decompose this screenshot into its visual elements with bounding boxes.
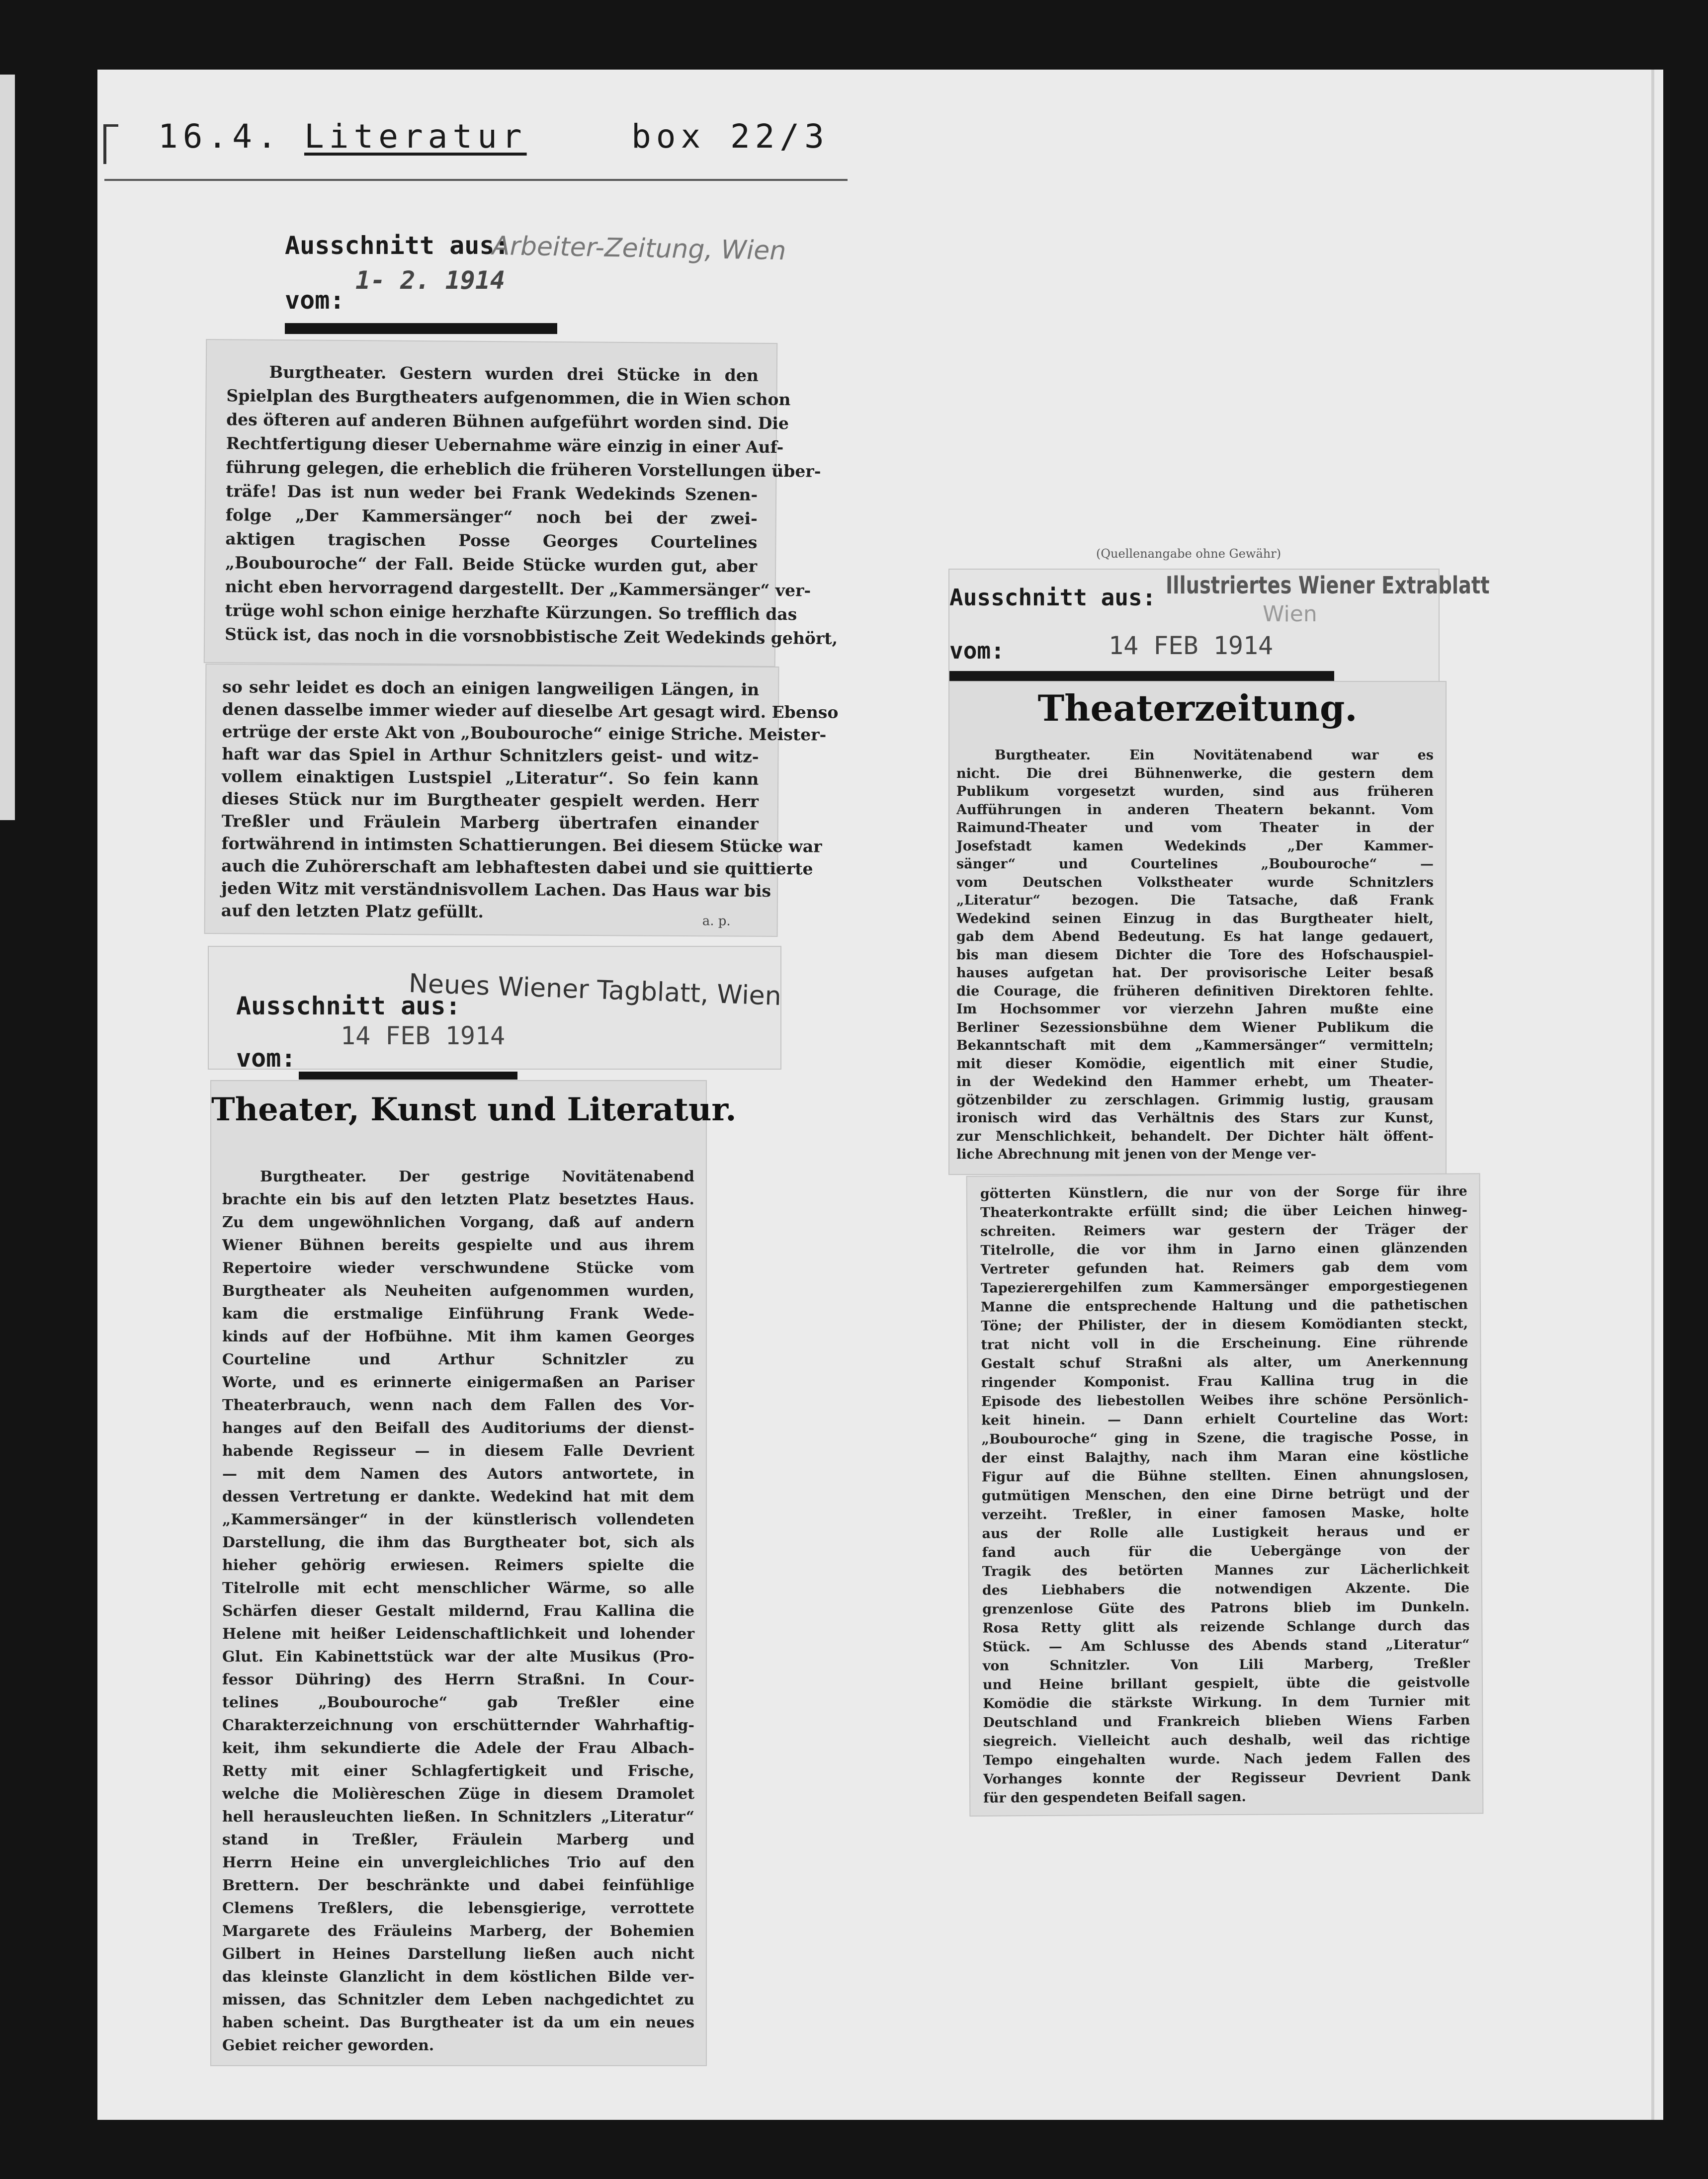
text-line: des Liebhabers die notwendigen Akzente. Die <box>982 1580 1470 1598</box>
clipping-part-2 <box>205 665 839 936</box>
text-line: „Boubouroche“ ging in Szene, die tragische Posse, in <box>981 1429 1469 1447</box>
text-line: telines „Boubouroche“ gab Treßler eine <box>222 1694 694 1711</box>
text-line: Gestalt schuf Straßni als alter, um Anerkennung <box>981 1353 1468 1372</box>
text-line: Rosa Retty glitt als reizende Schlange durch das <box>982 1618 1470 1636</box>
header-bracket <box>103 124 106 164</box>
text-line: der einst Balajthy, nach ihm Maran eine köstliche <box>981 1448 1469 1466</box>
text-line: Titelrolle, die vor ihm in Jarno einen glänzenden <box>980 1240 1468 1258</box>
text-line: Burgtheater. Ein Novitätenabend war es <box>994 748 1434 763</box>
article-text <box>980 1182 1471 1808</box>
text-line: Titelrolle mit echt menschlicher Wärme, so alle <box>222 1580 694 1597</box>
text-line: Herrn Heine ein unvergleichliches Trio auf den <box>222 1854 694 1871</box>
date-stamp: 14 FEB 1914 <box>1109 631 1274 660</box>
text-line: Gebiet reicher geworden. <box>222 2037 434 2054</box>
text-line: Worte, und es erinnerte einigermaßen an Pariser <box>222 1374 694 1391</box>
text-line: aus der Rolle alle Lustigkeit heraus und er <box>982 1523 1469 1542</box>
text-line: „Kammersänger“ in der künstlerisch vollendeten <box>222 1511 694 1528</box>
text-line: Theaterkontrakte erfüllt sind; die über Leichen hinweg- <box>980 1202 1468 1221</box>
text-line: das kleinste Glanzlicht in dem köstlichen Bilde ver- <box>222 1968 694 1986</box>
text-line: brachte ein bis auf den letzten Platz besetztes Haus. <box>222 1191 694 1208</box>
text-line: Tempo eingehalten wurde. Nach jedem Fallen des <box>983 1750 1470 1768</box>
date-handwritten: 1- 2. 1914 <box>355 266 506 295</box>
text-line: führung gelegen, die erheblich die früheren Vorstellungen über- <box>226 457 821 481</box>
header-bracket <box>103 124 118 127</box>
clipping-part-1 <box>205 340 838 666</box>
text-line: Burgtheater als Neuheiten aufgenommen wurden, <box>222 1282 694 1300</box>
text-line: denen dasselbe immer wieder auf dieselbe Art gesagt wird. Ebenso <box>222 699 839 722</box>
text-line: Glut. Ein Kabinettstück war der alte Musikus (Pro- <box>222 1648 694 1666</box>
text-line: Margarete des Fräuleins Marberg, der Bohemien <box>222 1923 694 1940</box>
text-line: ertrüge der erste Akt von „Boubouroche“ einige Striche. Meister- <box>222 722 827 745</box>
text-line: verzeiht. Treßler, in einer famosen Maske, holte <box>982 1505 1469 1523</box>
text-line: vom Deutschen Volkstheater wurde Schnitzlers <box>956 874 1434 890</box>
article-text <box>225 360 838 650</box>
text-line: Darstellung, die ihm das Burgtheater bot, sich als <box>222 1534 694 1551</box>
source-disclaimer: (Quellenangabe ohne Gewähr) <box>1096 547 1281 561</box>
section-title: Literatur <box>304 117 527 156</box>
text-line: Deutschland und Frankreich blieben Wiens Farben <box>983 1712 1470 1731</box>
text-line: sänger“ und Courtelines „Boubouroche“ — <box>956 856 1434 872</box>
text-line: Spielplan des Burgtheaters aufgenommen, die in Wien schon <box>226 386 791 410</box>
text-line: folge „Der Kammersänger“ noch bei der zwei- <box>225 505 758 528</box>
article-text <box>222 1166 694 2057</box>
text-line: gutmütigen Menschen, den eine Dirne betrügt und der <box>981 1486 1469 1504</box>
text-line: schreiten. Reimers war gestern der Träger der <box>980 1221 1468 1240</box>
text-line: Wiener Bühnen bereits gespielte und aus ihrem <box>222 1237 694 1254</box>
text-line: Burgtheater. Der gestrige Novitätenabend <box>260 1168 694 1185</box>
label-bar <box>285 323 557 334</box>
text-line: Schärfen dieser Gestalt mildernd, Frau Kallina die <box>222 1602 694 1620</box>
text-line: Clemens Treßlers, die lebensgierige, verrottete <box>222 1900 694 1917</box>
text-line: grenzenlose Güte des Patrons blieb im Dunkeln. <box>982 1599 1470 1617</box>
text-line: Brettern. Der beschränkte und dabei feinfühlige <box>222 1877 694 1894</box>
text-line: auch die Zuhörerschaft am lebhaftesten dabei und sie quittierte <box>221 856 813 879</box>
text-line: aktigen tragischen Posse Georges Courtelines <box>225 529 758 552</box>
text-line: von Schnitzler. Von Lili Marberg, Treßler <box>982 1656 1470 1674</box>
box-number: box 22/3 <box>631 117 829 156</box>
text-line: Stück. — Am Schlusse des Abends stand „Literatur“ <box>982 1637 1470 1655</box>
date-label: vom: <box>949 637 1005 664</box>
text-line: hieher gehörig erwiesen. Reimers spielte die <box>222 1557 694 1574</box>
text-line: haft war das Spiel in Arthur Schnitzlers geist- und witz- <box>222 744 759 766</box>
text-line: dessen Vertretung er dankte. Wedekind hat mit dem <box>222 1488 694 1506</box>
text-line: dieses Stück nur im Burgtheater gespielt werden. Herr <box>221 789 759 811</box>
text-line: Figur auf die Bühne stellten. Einen ahnungslosen, <box>981 1467 1469 1485</box>
source-stamp: Arbeiter-Zeitung, Wien <box>492 231 786 266</box>
source-label: Ausschnitt aus: <box>949 584 1156 611</box>
date-label: vom: <box>236 1044 296 1073</box>
text-line: ringender Komponist. Frau Kallina trug in die <box>981 1372 1468 1391</box>
text-line: mit dieser Komödie, eigentlich mit einer Studie, <box>956 1056 1434 1072</box>
source-stamp: Illustriertes Wiener Extrablatt <box>1166 572 1490 599</box>
text-line: „Boubouroche“ der Fall. Beide Stücke wurden gut, aber <box>225 553 758 576</box>
label-bar <box>299 1072 517 1080</box>
text-line: in der Wedekind den Hammer erhebt, um Theater- <box>956 1074 1434 1090</box>
text-line: fortwährend in intimsten Schattierungen. Bei diesem Stücke war <box>221 834 822 856</box>
text-line: Vorhanges konnte der Regisseur Devrient Dank <box>983 1769 1471 1787</box>
text-line: haben scheint. Das Burgtheater ist da um ein neues <box>222 2014 694 2031</box>
text-line: fand auch für die Uebergänge von der <box>982 1542 1469 1561</box>
text-line: Gilbert in Heines Darstellung ließen auch nicht <box>222 1945 694 1963</box>
text-line: fessor Dühring) des Herrn Straßni. In Cour- <box>222 1671 694 1688</box>
text-line: welche die Molièreschen Züge in diesem Dramolet <box>222 1785 694 1803</box>
text-line: kinds auf der Hofbühne. Mit ihm kamen Georges <box>222 1328 694 1345</box>
text-line: Tapezierergehilfen zum Kammersänger emporgestiegenen <box>980 1278 1468 1296</box>
text-line: Raimund-Theater und vom Theater in der <box>956 820 1434 836</box>
text-line: auf den letzten Platz gefüllt. <box>221 901 484 922</box>
text-line: Treßler und Fräulein Marberg übertrafen einander <box>221 811 759 834</box>
text-line: trat nicht voll in die Erscheinung. Eine rührende <box>981 1335 1468 1353</box>
text-line: des öfteren auf anderen Bühnen aufgeführt worden sind. Die <box>226 410 789 433</box>
text-line: Berliner Sezessionsbühne dem Wiener Publikum die <box>956 1019 1434 1035</box>
text-line: stand in Treßler, Fräulein Marberg und <box>222 1831 694 1848</box>
text-line: Retty mit einer Schlagfertigkeit und Frische, <box>222 1762 694 1780</box>
text-line: Theaterbrauch, wenn nach dem Fallen des Vor- <box>222 1397 694 1414</box>
clipping-body <box>211 1081 737 2065</box>
text-line: und Heine brillant gespielt, übte die geistvolle <box>982 1675 1470 1693</box>
text-line: Stück ist, das noch in die vorsnobbistische Zeit Wedekinds gehört, <box>225 624 838 648</box>
text-line: ironisch wird das Verhältnis des Stars zur Kunst, <box>956 1110 1434 1126</box>
text-line: gab dem Abend Bedeutung. Es hat lange gedauert, <box>956 929 1434 944</box>
date-label: vom: <box>285 286 345 315</box>
sheet-fold <box>1651 70 1654 2120</box>
text-line: Josefstadt kamen Wedekinds „Der Kammer- <box>956 838 1434 854</box>
text-line: Courteline und Arthur Schnitzler zu <box>222 1351 694 1368</box>
text-line: Zu dem ungewöhnlichen Vorgang, daß auf andern <box>222 1214 694 1231</box>
source-stamp-city: Wien <box>1263 601 1317 627</box>
text-line: kam die erstmalige Einführung Frank Wede- <box>222 1305 694 1323</box>
article-headline: Theaterzeitung. <box>1037 687 1358 729</box>
text-line: für den gespendeten Beifall sagen. <box>983 1789 1246 1806</box>
text-line: missen, das Schnitzler dem Leben nachgedichtet zu <box>222 1991 694 2009</box>
text-line: Komödie die stärkste Wirkung. In dem Turnier mit <box>983 1693 1470 1712</box>
text-line: Wedekind seinen Einzug in das Burgtheater hielt, <box>956 911 1434 926</box>
text-line: keit hinein. — Dann erhielt Courteline das Wort: <box>981 1410 1469 1428</box>
text-line: Manne die entsprechende Haltung und die pathetischen <box>980 1297 1468 1315</box>
text-line: Publikum vorgesetzt wurden, sind aus früheren <box>956 784 1434 799</box>
text-line: götterten Künstlern, die nur von der Sorge für ihre <box>980 1183 1467 1202</box>
text-line: Bekanntschaft mit dem „Kammersänger“ vermitteln; <box>956 1038 1434 1053</box>
source-label: Ausschnitt aus: <box>285 231 510 260</box>
text-line: Helene mit heißer Leidenschaftlichkeit und lohender <box>222 1625 694 1643</box>
text-line: jeden Witz mit verständnisvollem Lachen. Das Haus war bis <box>221 878 771 901</box>
text-line: Charakterzeichnung von erschütternder Wahrhaftig- <box>222 1717 694 1734</box>
text-line: bis man diesem Dichter die Tore des Hofschauspiel- <box>956 947 1434 963</box>
text-line: götzenbilder zu zerschlagen. Grimmig lustig, grausam <box>956 1092 1434 1108</box>
header-rule <box>104 179 848 181</box>
article-text <box>956 747 1434 1164</box>
text-line: hanges auf den Beifall des Auditoriums der dienst- <box>222 1420 694 1437</box>
article-text <box>221 675 839 924</box>
text-line: nicht. Die drei Bühnenwerke, die gestern dem <box>956 765 1434 781</box>
text-line: zur Menschlichkeit, behandelt. Der Dichter hält öffent- <box>956 1128 1434 1144</box>
text-line: „Literatur“ bezogen. Die Tatsache, daß Frank <box>956 893 1434 908</box>
text-line: trüge wohl schon einige herzhafte Kürzungen. So trefflich das <box>225 600 797 624</box>
text-line: vollem einaktigen Lustspiel „Literatur“. So fein kann <box>222 766 759 789</box>
clipping-part-2 <box>967 1174 1483 1815</box>
text-line: Rechtfertigung dieser Uebernahme wäre einzig in einer Auf- <box>226 433 784 457</box>
source-stamp: Neues Wiener Tagblatt, Wien <box>408 968 782 1012</box>
author-signature: a. p. <box>702 914 731 929</box>
text-line: Im Hochsommer vor vierzehn Jahren mußte eine <box>956 1002 1434 1017</box>
section-number: 16.4. <box>158 117 282 156</box>
text-line: Tragik des betörten Mannes zur Lächerlichkeit <box>982 1561 1469 1580</box>
text-line: Vertreter gefunden hat. Reimers gab dem vom <box>980 1259 1468 1277</box>
text-line: hauses aufgetan hat. Der provisorische Leiter besaß <box>956 965 1434 981</box>
text-line: hell herausleuchten ließen. In Schnitzlers „Literatur“ <box>222 1808 694 1826</box>
label-bar <box>949 671 1334 682</box>
text-line: nicht eben hervorragend dargestellt. Der „Kammersänger“ ver- <box>225 577 811 600</box>
source-label: Ausschnitt aus: <box>236 992 461 1020</box>
adjacent-page-edge <box>0 75 15 820</box>
text-line: Töne; der Philister, der in diesem Komödianten steckt, <box>981 1316 1468 1334</box>
text-line: die Courage, die früheren definitiven Direktoren fehlte. <box>956 983 1434 999</box>
date-stamp: 14 FEB 1914 <box>341 1021 506 1050</box>
text-line: Repertoire wieder verschwundene Stücke vom <box>222 1259 694 1277</box>
text-line: liche Abrechnung mit jenen von der Menge ver- <box>956 1147 1316 1162</box>
text-line: Aufführungen in anderen Theatern bekannt. Vom <box>956 802 1434 818</box>
text-line: so sehr leidet es doch an einigen langweiligen Längen, in <box>222 677 760 699</box>
text-line: habende Regisseur — in diesem Falle Devrient <box>222 1442 694 1460</box>
text-line: träfe! Das ist nun weder bei Frank Wedekinds Szenen- <box>226 481 758 504</box>
article-headline: Theater, Kunst und Literatur. <box>211 1091 737 1128</box>
clipping-part-1 <box>949 682 1446 1174</box>
text-line: Burgtheater. Gestern wurden drei Stücke in den <box>269 362 759 385</box>
text-line: keit, ihm sekundierte die Adele der Frau Albach- <box>222 1740 694 1757</box>
text-line: — mit dem Namen des Autors antwortete, in <box>222 1465 694 1483</box>
text-line: siegreich. Vielleicht auch deshalb, weil das richtige <box>983 1731 1470 1750</box>
text-line: Episode des liebestollen Weibes ihre schöne Persönlich- <box>981 1391 1469 1410</box>
